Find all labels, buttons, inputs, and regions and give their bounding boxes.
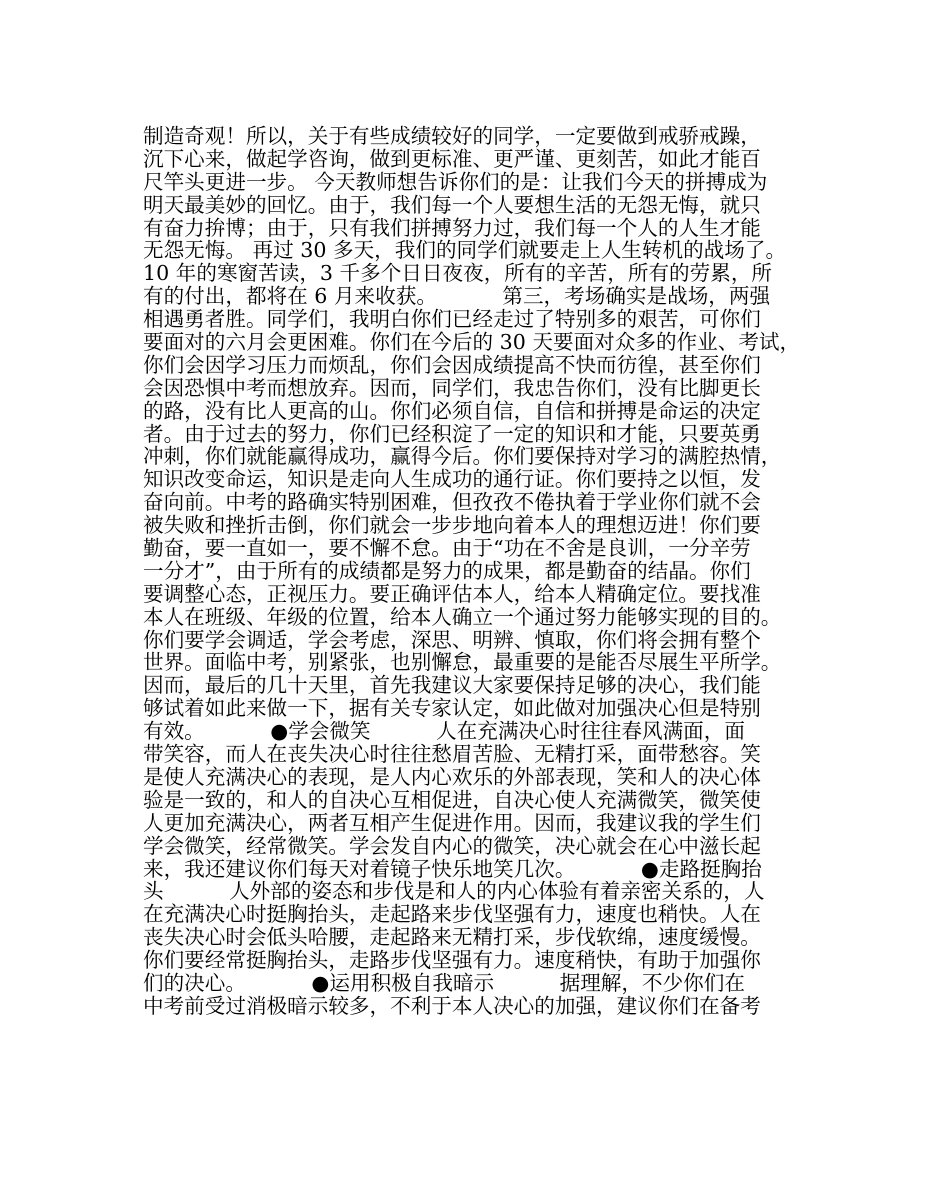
text-line: 明天最美妙的回忆。由于，我们每一个人要想生活的无怨无悔，就只 bbox=[143, 193, 761, 217]
text-line: 中考前受过消极暗示较多，不利于本人决心的加强，建议你们在备考 bbox=[143, 994, 761, 1018]
text-line: 者。由于过去的努力，你们已经积淀了一定的知识和才能，只要英勇 bbox=[143, 422, 761, 446]
text-line: 带笑容，而人在丧失决心时往往愁眉苦脸、无精打采，面带愁容。笑 bbox=[143, 743, 761, 766]
text-line: 奋向前。中考的路确实特别困难，但孜孜不倦执着于学业你们就不会 bbox=[143, 491, 761, 515]
text-line: 够试着如此来做一下，据有关专家认定，如此做对加强决心但是特别 bbox=[143, 697, 761, 721]
text-line: 要面对的六月会更困难。你们在今后的 30 天要面对众多的作业、考试， bbox=[143, 331, 801, 354]
text-line: 沉下心来，做起学咨询，做到更标准、更严谨、更刻苦，如此才能百 bbox=[143, 147, 761, 171]
text-line: 来，我还建议你们每天对着镜子快乐地笑几次。 ●走路挺胸抬 bbox=[143, 857, 762, 881]
text-line: 学会微笑，经常微笑。学会发自内心的微笑，决心就会在心中滋长起 bbox=[143, 834, 761, 858]
text-line: 们的决心。 ●运用积极自我暗示 据理解，不少你们在 bbox=[143, 971, 745, 995]
text-line: 世界。面临中考，别紧张，也别懈怠，最重要的是能否尽展生平所学。 bbox=[143, 651, 782, 675]
text-line: 你们要学会调适，学会考虑，深思、明辨、慎取，你们将会拥有整个 bbox=[143, 628, 761, 652]
text-line: 制造奇观！所以，关于有些成绩较好的同学，一定要做到戒骄戒躁， bbox=[143, 125, 761, 148]
text-line: 人更加充满决心，两者互相产生促进作用。因而，我建议我的学生们 bbox=[143, 811, 761, 835]
text-line: 头 人外部的姿态和步伐是和人的内心体验有着亲密关系的，人 bbox=[143, 880, 765, 904]
text-line: 你们会因学习压力而烦乱，你们会因成绩提高不快而彷徨，甚至你们 bbox=[143, 353, 761, 377]
text-line: 一分才”，由于所有的成绩都是努力的成果，都是勤奋的结晶。你们 bbox=[143, 559, 751, 583]
text-line: 在充满决心时挺胸抬头，走起路来步伐坚强有力，速度也稍快。人在 bbox=[143, 903, 761, 927]
text-line: 有效。 ●学会微笑 人在充满决心时往往春风满面，面 bbox=[143, 720, 745, 744]
text-line: 尺竿头更进一步。 今天教师想告诉你们的是：让我们今天的拼搏成为 bbox=[143, 170, 768, 194]
text-line: 的路，没有比人更高的山。你们必须自信，自信和拼搏是命运的决定 bbox=[143, 399, 761, 423]
text-line: 是使人充满决心的表现，是人内心欢乐的外部表现，笑和人的决心体 bbox=[143, 765, 761, 789]
text-line: 会因恐惧中考而想放弃。因而，同学们，我忠告你们，没有比脚更长 bbox=[143, 376, 761, 400]
text-line: 冲刺，你们就能赢得成功，赢得今后。你们要保持对学习的满腔热情， bbox=[143, 445, 782, 469]
text-line: 验是一致的，和人的自决心互相促进，自决心使人充满微笑，微笑使 bbox=[143, 788, 761, 812]
text-line: 无怨无悔。 再过 30 多天，我们的同学们就要走上人生转机的战场了。 bbox=[143, 239, 787, 263]
text-line: 被失败和挫折击倒，你们就会一步步地向着本人的理想迈进！你们要 bbox=[143, 514, 761, 538]
text-line: 相遇勇者胜。同学们，我明白你们已经走过了特别多的艰苦，可你们 bbox=[143, 308, 761, 332]
text-line: 要调整心态，正视压力。要正确评估本人，给本人精确定位。要找准 bbox=[143, 582, 761, 606]
text-line: 丧失决心时会低头哈腰，走起路来无精打采，步伐软绵，速度缓慢。 bbox=[143, 926, 761, 950]
text-line: 因而，最后的几十天里，首先我建议大家要保持足够的决心，我们能 bbox=[143, 674, 761, 698]
body-text bbox=[143, 125, 818, 1018]
text-line: 知识改变命运，知识是走向人生成功的通行证。你们要持之以恒，发 bbox=[143, 468, 761, 492]
text-line: 勤奋，要一直如一，要不懈不怠。由于“功在不舍是良训，一分辛劳 bbox=[143, 537, 751, 560]
text-line: 有奋力拚博；由于，只有我们拼搏努力过，我们每一个人的人生才能 bbox=[143, 216, 761, 240]
text-line: 有的付出，都将在 6 月来收获。 第三，考场确实是战场，两强 bbox=[143, 285, 771, 309]
text-line: 本人在班级、年级的位置，给本人确立一个通过努力能够实现的目的。 bbox=[143, 605, 782, 629]
text-line: 你们要经常挺胸抬头，走路步伐坚强有力。速度稍快，有助于加强你 bbox=[143, 949, 761, 972]
text-line: 10 年的寒窗苦读，3 千多个日日夜夜，所有的辛苦，所有的劳累，所 bbox=[143, 262, 773, 286]
